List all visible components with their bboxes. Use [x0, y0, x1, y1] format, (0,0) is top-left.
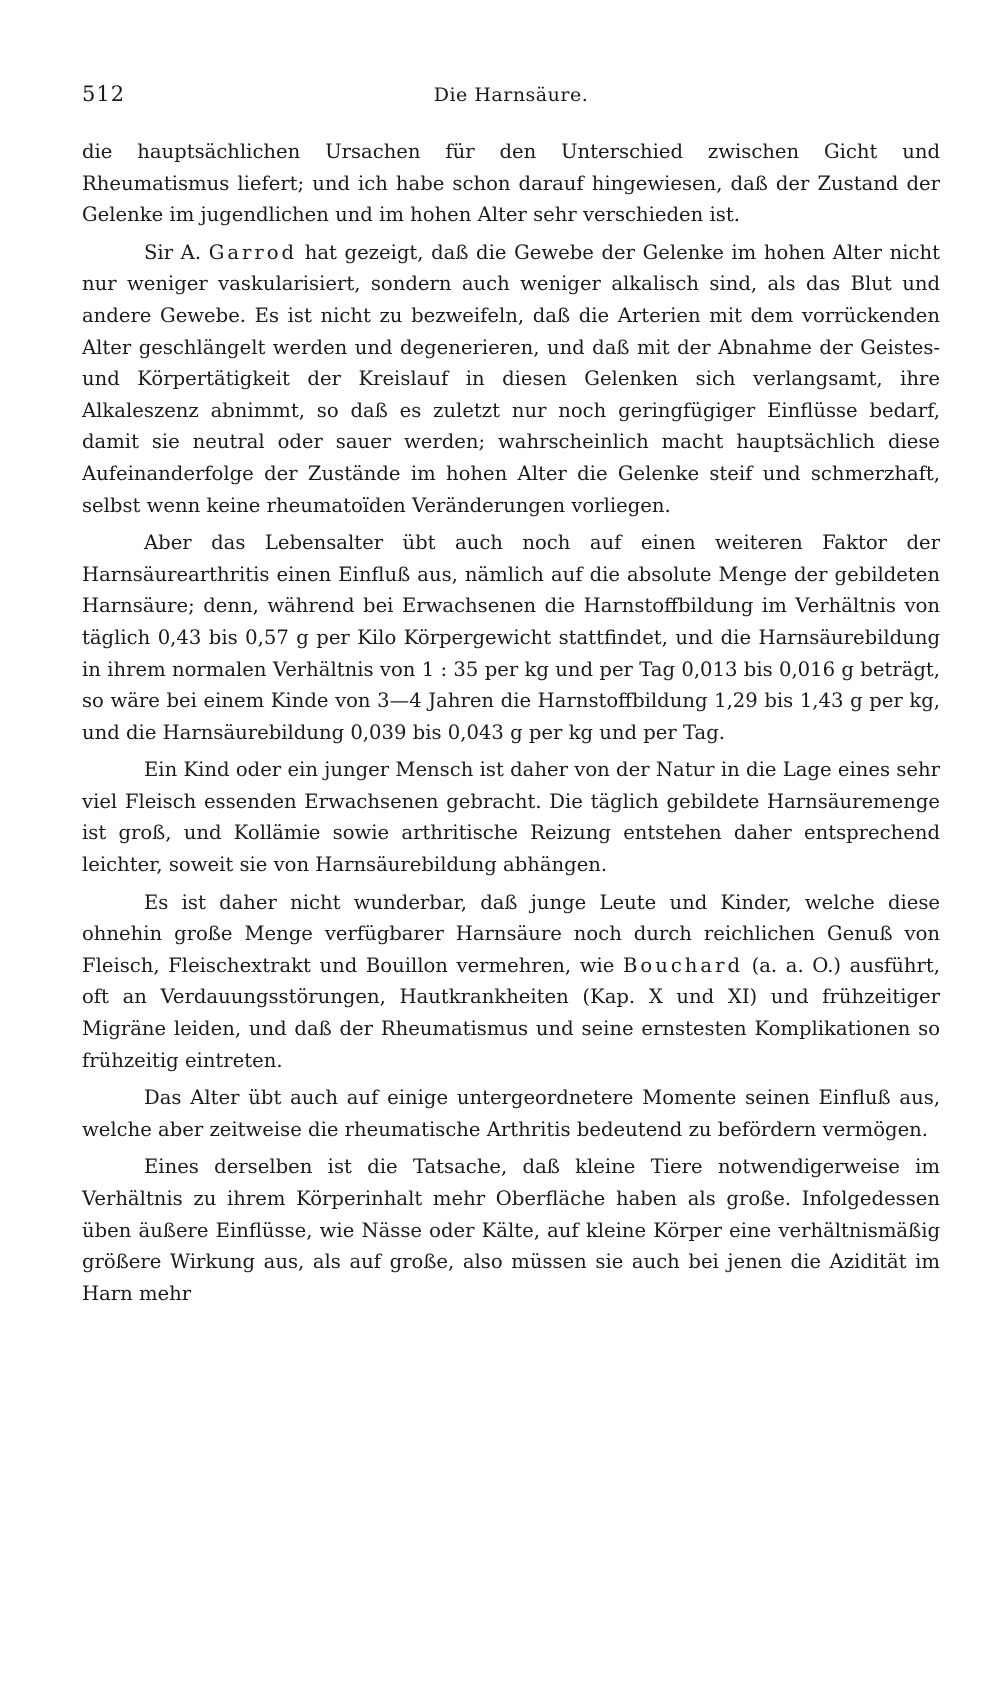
paragraph-2-lead: Sir A.	[144, 240, 209, 264]
page-number: 512	[82, 82, 126, 106]
paragraph-1: die hauptsächlichen Ursachen für den Unterschied zwischen Gicht und Rheumatismus liefert; und ich habe schon darauf hingewiesen, daß der Zustand der Gelenke im jugendlichen und im hohen Alter sehr verschieden ist.	[82, 140, 940, 227]
body-text	[82, 136, 940, 1315]
author-name-garrod: Garrod	[208, 240, 298, 264]
paragraph-2	[82, 237, 940, 521]
paragraph-5-rest: (a. a. O.) ausführt, oft an Verdauungsstörungen, Hautkrankheiten (Kap. X und XI) und frühzeitiger Migräne leiden, und daß der Rheumatismus und seine ernstesten Komplikationen so frühzeitig eintreten.	[82, 953, 940, 1072]
paragraph-4: Ein Kind oder ein junger Mensch ist daher von der Natur in die Lage eines sehr viel Fleisch essenden Erwachsenen gebracht. Die täglich gebildete Harnsäuremenge ist groß, und Kollämie sowie arthritische Reizung entstehen daher entsprechend leichter, soweit sie von Harnsäurebildung abhängen.	[82, 758, 940, 877]
paragraph-5-lead: Es ist daher nicht wunderbar, daß junge Leute und Kinder, welche diese ohnehin große Menge verfügbarer Harnsäure noch durch reichlichen Genuß von Fleisch, Fleischextrakt und Bouillon vermehren, wie	[82, 890, 940, 977]
page-header	[82, 82, 940, 112]
paragraph-5	[82, 887, 940, 1077]
running-title: Die Harnsäure.	[433, 84, 589, 106]
paragraph-2-rest: hat gezeigt, daß die Gewebe der Gelenke im hohen Alter nicht nur weniger vaskularisiert, sondern auch weniger alkalisch sind, als das Blut und andere Gewebe. Es ist nicht zu bezweifeln, daß die Arterien mit dem vorrückenden Alter geschlängelt werden und degenerieren, und daß mit der Abnahme der Geistes- und Körpertätigkeit der Kreislauf in diesen Gelenken sich verlangsamt, ihre Alkaleszenz abnimmt, so daß es zuletzt nur noch geringfügiger Einflüsse bedarf, damit sie neutral oder sauer werden; wahrscheinlich macht hauptsächlich diese Aufeinanderfolge der Zustände im hohen Alter die Gelenke steif und schmerzhaft, selbst wenn keine rheumatoïden Veränderungen vorliegen.	[82, 240, 940, 517]
paragraph-7: Eines derselben ist die Tatsache, daß kleine Tiere notwendigerweise im Verhältnis zu ihrem Körperinhalt mehr Oberfläche haben als große. Infolgedessen üben äußere Einflüsse, wie Nässe oder Kälte, auf kleine Körper eine verhältnismäßig größere Wirkung aus, als auf große, also müssen sie auch bei jenen die Azidität im Harn mehr	[82, 1155, 940, 1305]
paragraph-6: Das Alter übt auch auf einige untergeordnetere Momente seinen Einfluß aus, welche aber zeitweise die rheumatische Arthritis bedeutend zu befördern vermögen.	[82, 1086, 940, 1141]
author-name-bouchard: Bouchard	[623, 953, 743, 977]
paragraph-3: Aber das Lebensalter übt auch noch auf einen weiteren Faktor der Harnsäurearthritis einen Einfluß aus, nämlich auf die absolute Menge der gebildeten Harnsäure; denn, während bei Erwachsenen die Harnstoffbildung im Verhältnis von täglich 0,43 bis 0,57 g per Kilo Körpergewicht stattfindet, und die Harnsäurebildung in ihrem normalen Verhältnis von 1 : 35 per kg und per Tag 0,013 bis 0,016 g beträgt, so wäre bei einem Kinde von 3—4 Jahren die Harnstoffbildung 1,29 bis 1,43 g per kg, und die Harnsäurebildung 0,039 bis 0,043 g per kg und per Tag.	[82, 531, 940, 744]
